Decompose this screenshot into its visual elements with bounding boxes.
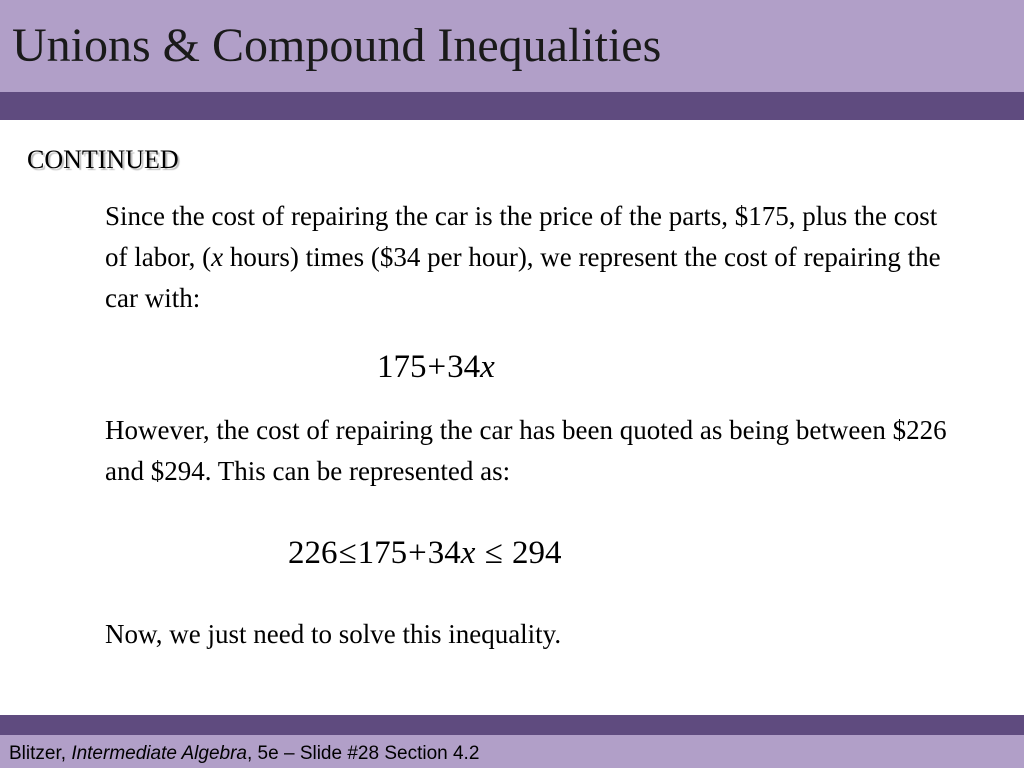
paragraph-quote-range: However, the cost of repairing the car has been quoted as being between $226 and $294. This can be represented as: [105,415,947,486]
footer-accent-band [0,715,1024,735]
footer-slide-info: , 5e – Slide #28 Section 4.2 [247,743,480,764]
compound-inequality [288,533,562,573]
eq1-plus-sign: + [427,349,447,385]
paragraph-cost-description [105,196,965,319]
eq2-upper-bound: 294 [512,535,562,571]
paragraph-next-step: Now, we just need to solve this inequality. [105,619,562,649]
eq2-lower-bound: 226 [288,535,338,571]
cost-expression [377,347,495,387]
eq2-variable: x [460,535,476,571]
eq2-le-sign-right: ≤ [484,535,503,571]
footer-author: Blitzer, [9,743,72,764]
eq1-coefficient: 34 [447,349,481,385]
eq2-coefficient: 34 [427,535,461,571]
eq1-constant: 175 [377,349,427,385]
eq2-le-sign-left: ≤ [338,535,357,571]
footer-citation [9,742,479,766]
paragraph1-text-end: hours) times ($34 per hour), we represent the cost of repairing the car with: [105,242,941,313]
continued-label: CONTINUED [27,145,179,174]
title-accent-band [0,92,1024,120]
eq1-variable: x [480,349,495,385]
paragraph1-text-start: Since the cost of repairing the car is the price of the parts, $175, plus the cost of labor, ( [105,201,938,272]
eq2-constant: 175 [357,535,408,571]
paragraph1-variable: x [211,242,224,272]
title-bar [0,0,1024,92]
footer-bar [0,735,1024,768]
footer-book-title: Intermediate Algebra [71,743,247,764]
eq2-plus-sign: + [408,535,427,571]
slide-title: Unions & Compound Inequalities [12,19,662,72]
